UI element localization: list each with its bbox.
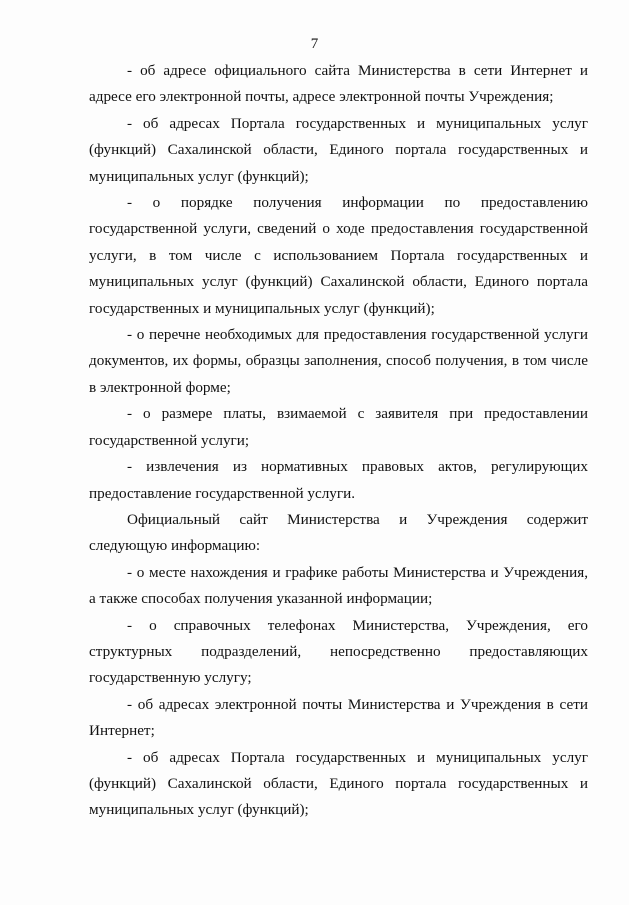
paragraph-documents-list: - о перечне необходимых для предоставления государственной услуги документов, их формы, образцы заполнения, способ получения, в том числе в электронной форме; [89, 326, 588, 396]
paragraph-info-procedure: - о порядке получения информации по предоставлению государственной услуги, сведений о ходе предоставления государственной услуги, в том числе с использованием Портала государственных и муниципальных услуг (функций) Сахалинской области, Единого портала государственных и муниципальных услуг (функций); [89, 194, 588, 317]
page-number: 7 [310, 36, 319, 52]
paragraph-portal-addresses: - об адресах Портала государственных и муниципальных услуг (функций) Сахалинской области, Единого портала государственных и муниципальных услуг (функций); [89, 114, 588, 185]
paragraph-location-schedule: - о месте нахождения и графике работы Министерства и Учреждения, а также способах получения указанной информации; [89, 563, 588, 608]
paragraph-reference-phones: - о справочных телефонах Министерства, Учреждения, его структурных подразделений, непосредственно предоставляющих государственную услугу; [89, 616, 588, 687]
paragraph-portal-addresses-2: - об адресах Портала государственных и муниципальных услуг (функций) Сахалинской области, Единого портала государственных и муниципальных услуг (функций); [89, 748, 588, 819]
paragraph-site-contents-intro: Официальный сайт Министерства и Учреждения содержит следующую информацию: [89, 510, 588, 555]
document-body [89, 58, 588, 824]
paragraph-legal-extracts: - извлечения из нормативных правовых актов, регулирующих предоставление государственной услуги. [89, 458, 588, 502]
paragraph-fee-amount: - о размере платы, взимаемой с заявителя при предоставлении государственной услуги; [89, 405, 588, 449]
paragraph-website-address: - об адресе официального сайта Министерства в сети Интернет и адресе его электронной почты, адресе электронной почты Учреждения; [89, 62, 588, 106]
paragraph-email-addresses: - об адресах электронной почты Министерства и Учреждения в сети Интернет; [89, 695, 588, 740]
